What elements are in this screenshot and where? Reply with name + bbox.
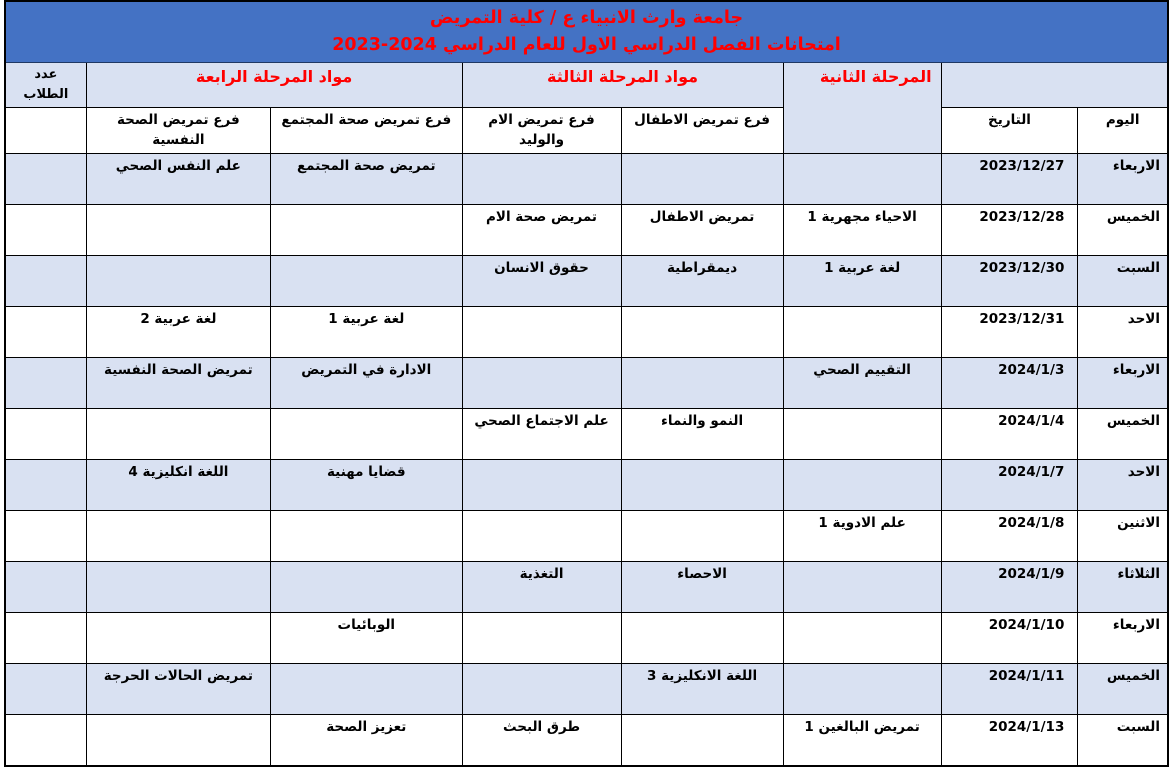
stage2-subject-cell: التقييم الصحي	[783, 358, 941, 409]
stage3-children-subject-cell	[621, 154, 783, 205]
stage4-psych-subject-cell	[86, 205, 270, 256]
exam-schedule-sheet	[4, 0, 1169, 767]
stage2-subject-cell: علم الادوية 1	[783, 511, 941, 562]
schedule-row	[5, 664, 1168, 715]
student-count-cell	[5, 562, 86, 613]
schedule-row	[5, 307, 1168, 358]
day-cell: الخميس	[1078, 664, 1168, 715]
student-count-cell	[5, 154, 86, 205]
day-cell: الثلاثاء	[1078, 562, 1168, 613]
university-title: جامعة وارث الانبياء ع / كلية التمريض	[429, 7, 744, 28]
stage3-maternal-subject-cell: التغذية	[462, 562, 621, 613]
column-header-stage3-children: فرع تمريض الاطفال	[621, 108, 783, 154]
date-cell: 2024/1/8	[941, 511, 1078, 562]
schedule-row	[5, 460, 1168, 511]
column-header-stage2: المرحلة الثانية	[783, 63, 941, 154]
student-count-cell	[5, 205, 86, 256]
stage4-psych-subject-cell: لغة عربية 2	[86, 307, 270, 358]
day-cell: الخميس	[1078, 409, 1168, 460]
day-cell: الاربعاء	[1078, 358, 1168, 409]
stage2-subject-cell	[783, 562, 941, 613]
date-cell: 2024/1/3	[941, 358, 1078, 409]
stage4-psych-subject-cell	[86, 562, 270, 613]
day-cell: السبت	[1078, 715, 1168, 767]
header-row-branches	[5, 108, 1168, 154]
day-cell: الاربعاء	[1078, 154, 1168, 205]
date-cell: 2024/1/10	[941, 613, 1078, 664]
stage4-community-subject-cell: الوبائيات	[271, 613, 462, 664]
stage3-children-subject-cell	[621, 358, 783, 409]
student-count-cell	[5, 307, 86, 358]
stage2-subject-cell	[783, 460, 941, 511]
stage4-community-subject-cell	[271, 664, 462, 715]
stage4-community-subject-cell	[271, 256, 462, 307]
schedule-row	[5, 409, 1168, 460]
column-header-day: اليوم	[1078, 108, 1168, 154]
stage3-maternal-subject-cell: حقوق الانسان	[462, 256, 621, 307]
stage4-psych-subject-cell: تمريض الصحة النفسية	[86, 358, 270, 409]
stage3-children-subject-cell: اللغة الانكليزية 3	[621, 664, 783, 715]
stage3-children-subject-cell: تمريض الاطفال	[621, 205, 783, 256]
students-header-spacer	[5, 108, 86, 154]
stage4-community-subject-cell	[271, 205, 462, 256]
stage4-community-subject-cell	[271, 511, 462, 562]
schedule-row	[5, 715, 1168, 767]
schedule-row	[5, 358, 1168, 409]
stage3-children-subject-cell	[621, 307, 783, 358]
schedule-row	[5, 154, 1168, 205]
student-count-cell	[5, 511, 86, 562]
date-cell: 2023/12/30	[941, 256, 1078, 307]
day-cell: الاربعاء	[1078, 613, 1168, 664]
stage3-maternal-subject-cell	[462, 460, 621, 511]
schedule-row	[5, 613, 1168, 664]
stage3-children-subject-cell: الاحصاء	[621, 562, 783, 613]
date-cell: 2024/1/13	[941, 715, 1078, 767]
stage2-subject-cell	[783, 154, 941, 205]
schedule-row	[5, 205, 1168, 256]
column-header-stage3-group: مواد المرحلة الثالثة	[462, 63, 783, 108]
column-header-stage4-group: مواد المرحلة الرابعة	[86, 63, 462, 108]
stage4-psych-subject-cell: تمريض الحالات الحرجة	[86, 664, 270, 715]
date-cell: 2024/1/11	[941, 664, 1078, 715]
stage2-subject-cell: الاحياء مجهرية 1	[783, 205, 941, 256]
stage2-subject-cell: تمريض البالغين 1	[783, 715, 941, 767]
day-cell: الاثنين	[1078, 511, 1168, 562]
stage4-community-subject-cell: تعزيز الصحة	[271, 715, 462, 767]
column-header-stage4-psych: فرع تمريض الصحة النفسية	[86, 108, 270, 154]
stage3-children-subject-cell	[621, 511, 783, 562]
stage3-maternal-subject-cell: طرق البحث	[462, 715, 621, 767]
date-cell: 2023/12/27	[941, 154, 1078, 205]
stage4-psych-subject-cell	[86, 715, 270, 767]
date-cell: 2023/12/31	[941, 307, 1078, 358]
title-banner	[5, 1, 1168, 63]
date-cell: 2024/1/9	[941, 562, 1078, 613]
stage3-children-subject-cell	[621, 715, 783, 767]
stage3-children-subject-cell: ديمقراطية	[621, 256, 783, 307]
day-cell: الاحد	[1078, 307, 1168, 358]
exam-schedule-table	[4, 0, 1169, 767]
stage3-maternal-subject-cell	[462, 154, 621, 205]
date-cell: 2024/1/4	[941, 409, 1078, 460]
stage3-maternal-subject-cell: تمريض صحة الام	[462, 205, 621, 256]
stage3-children-subject-cell: النمو والنماء	[621, 409, 783, 460]
stage3-maternal-subject-cell	[462, 358, 621, 409]
stage4-psych-subject-cell: اللغة انكليزية 4	[86, 460, 270, 511]
stage2-subject-cell	[783, 613, 941, 664]
stage4-community-subject-cell: الادارة في التمريض	[271, 358, 462, 409]
stage2-subject-cell	[783, 409, 941, 460]
stage4-psych-subject-cell	[86, 256, 270, 307]
day-cell: السبت	[1078, 256, 1168, 307]
date-cell: 2023/12/28	[941, 205, 1078, 256]
column-header-stage3-maternal: فرع تمريض الام والوليد	[462, 108, 621, 154]
student-count-cell	[5, 409, 86, 460]
exam-session-title: امتحانات الفصل الدراسي الاول للعام الدراسي 2024-2023	[332, 35, 841, 55]
column-header-stage4-community: فرع تمريض صحة المجتمع	[271, 108, 462, 154]
stage4-community-subject-cell	[271, 562, 462, 613]
stage2-subject-cell: لغة عربية 1	[783, 256, 941, 307]
stage4-community-subject-cell: تمريض صحة المجتمع	[271, 154, 462, 205]
schedule-row	[5, 562, 1168, 613]
stage4-community-subject-cell: لغة عربية 1	[271, 307, 462, 358]
date-cell: 2024/1/7	[941, 460, 1078, 511]
schedule-row	[5, 511, 1168, 562]
student-count-cell	[5, 460, 86, 511]
header-row-stages	[5, 63, 1168, 108]
stage3-maternal-subject-cell: علم الاجتماع الصحي	[462, 409, 621, 460]
stage2-subject-cell	[783, 307, 941, 358]
day-cell: الاحد	[1078, 460, 1168, 511]
stage3-children-subject-cell	[621, 613, 783, 664]
stage4-community-subject-cell	[271, 409, 462, 460]
schedule-row	[5, 256, 1168, 307]
stage3-maternal-subject-cell	[462, 307, 621, 358]
title-banner-cell	[5, 1, 1168, 63]
stage4-psych-subject-cell	[86, 613, 270, 664]
student-count-cell	[5, 256, 86, 307]
day-date-header-spacer	[941, 63, 1168, 108]
stage4-psych-subject-cell	[86, 511, 270, 562]
stage3-children-subject-cell	[621, 460, 783, 511]
stage4-psych-subject-cell: علم النفس الصحي	[86, 154, 270, 205]
student-count-cell	[5, 613, 86, 664]
stage4-community-subject-cell: قضايا مهنية	[271, 460, 462, 511]
stage3-maternal-subject-cell	[462, 511, 621, 562]
student-count-cell	[5, 358, 86, 409]
stage4-psych-subject-cell	[86, 409, 270, 460]
day-cell: الخميس	[1078, 205, 1168, 256]
stage3-maternal-subject-cell	[462, 664, 621, 715]
stage2-subject-cell	[783, 664, 941, 715]
column-header-students: عدد الطلاب	[5, 63, 86, 108]
column-header-date: التاريخ	[941, 108, 1078, 154]
student-count-cell	[5, 664, 86, 715]
student-count-cell	[5, 715, 86, 767]
stage3-maternal-subject-cell	[462, 613, 621, 664]
